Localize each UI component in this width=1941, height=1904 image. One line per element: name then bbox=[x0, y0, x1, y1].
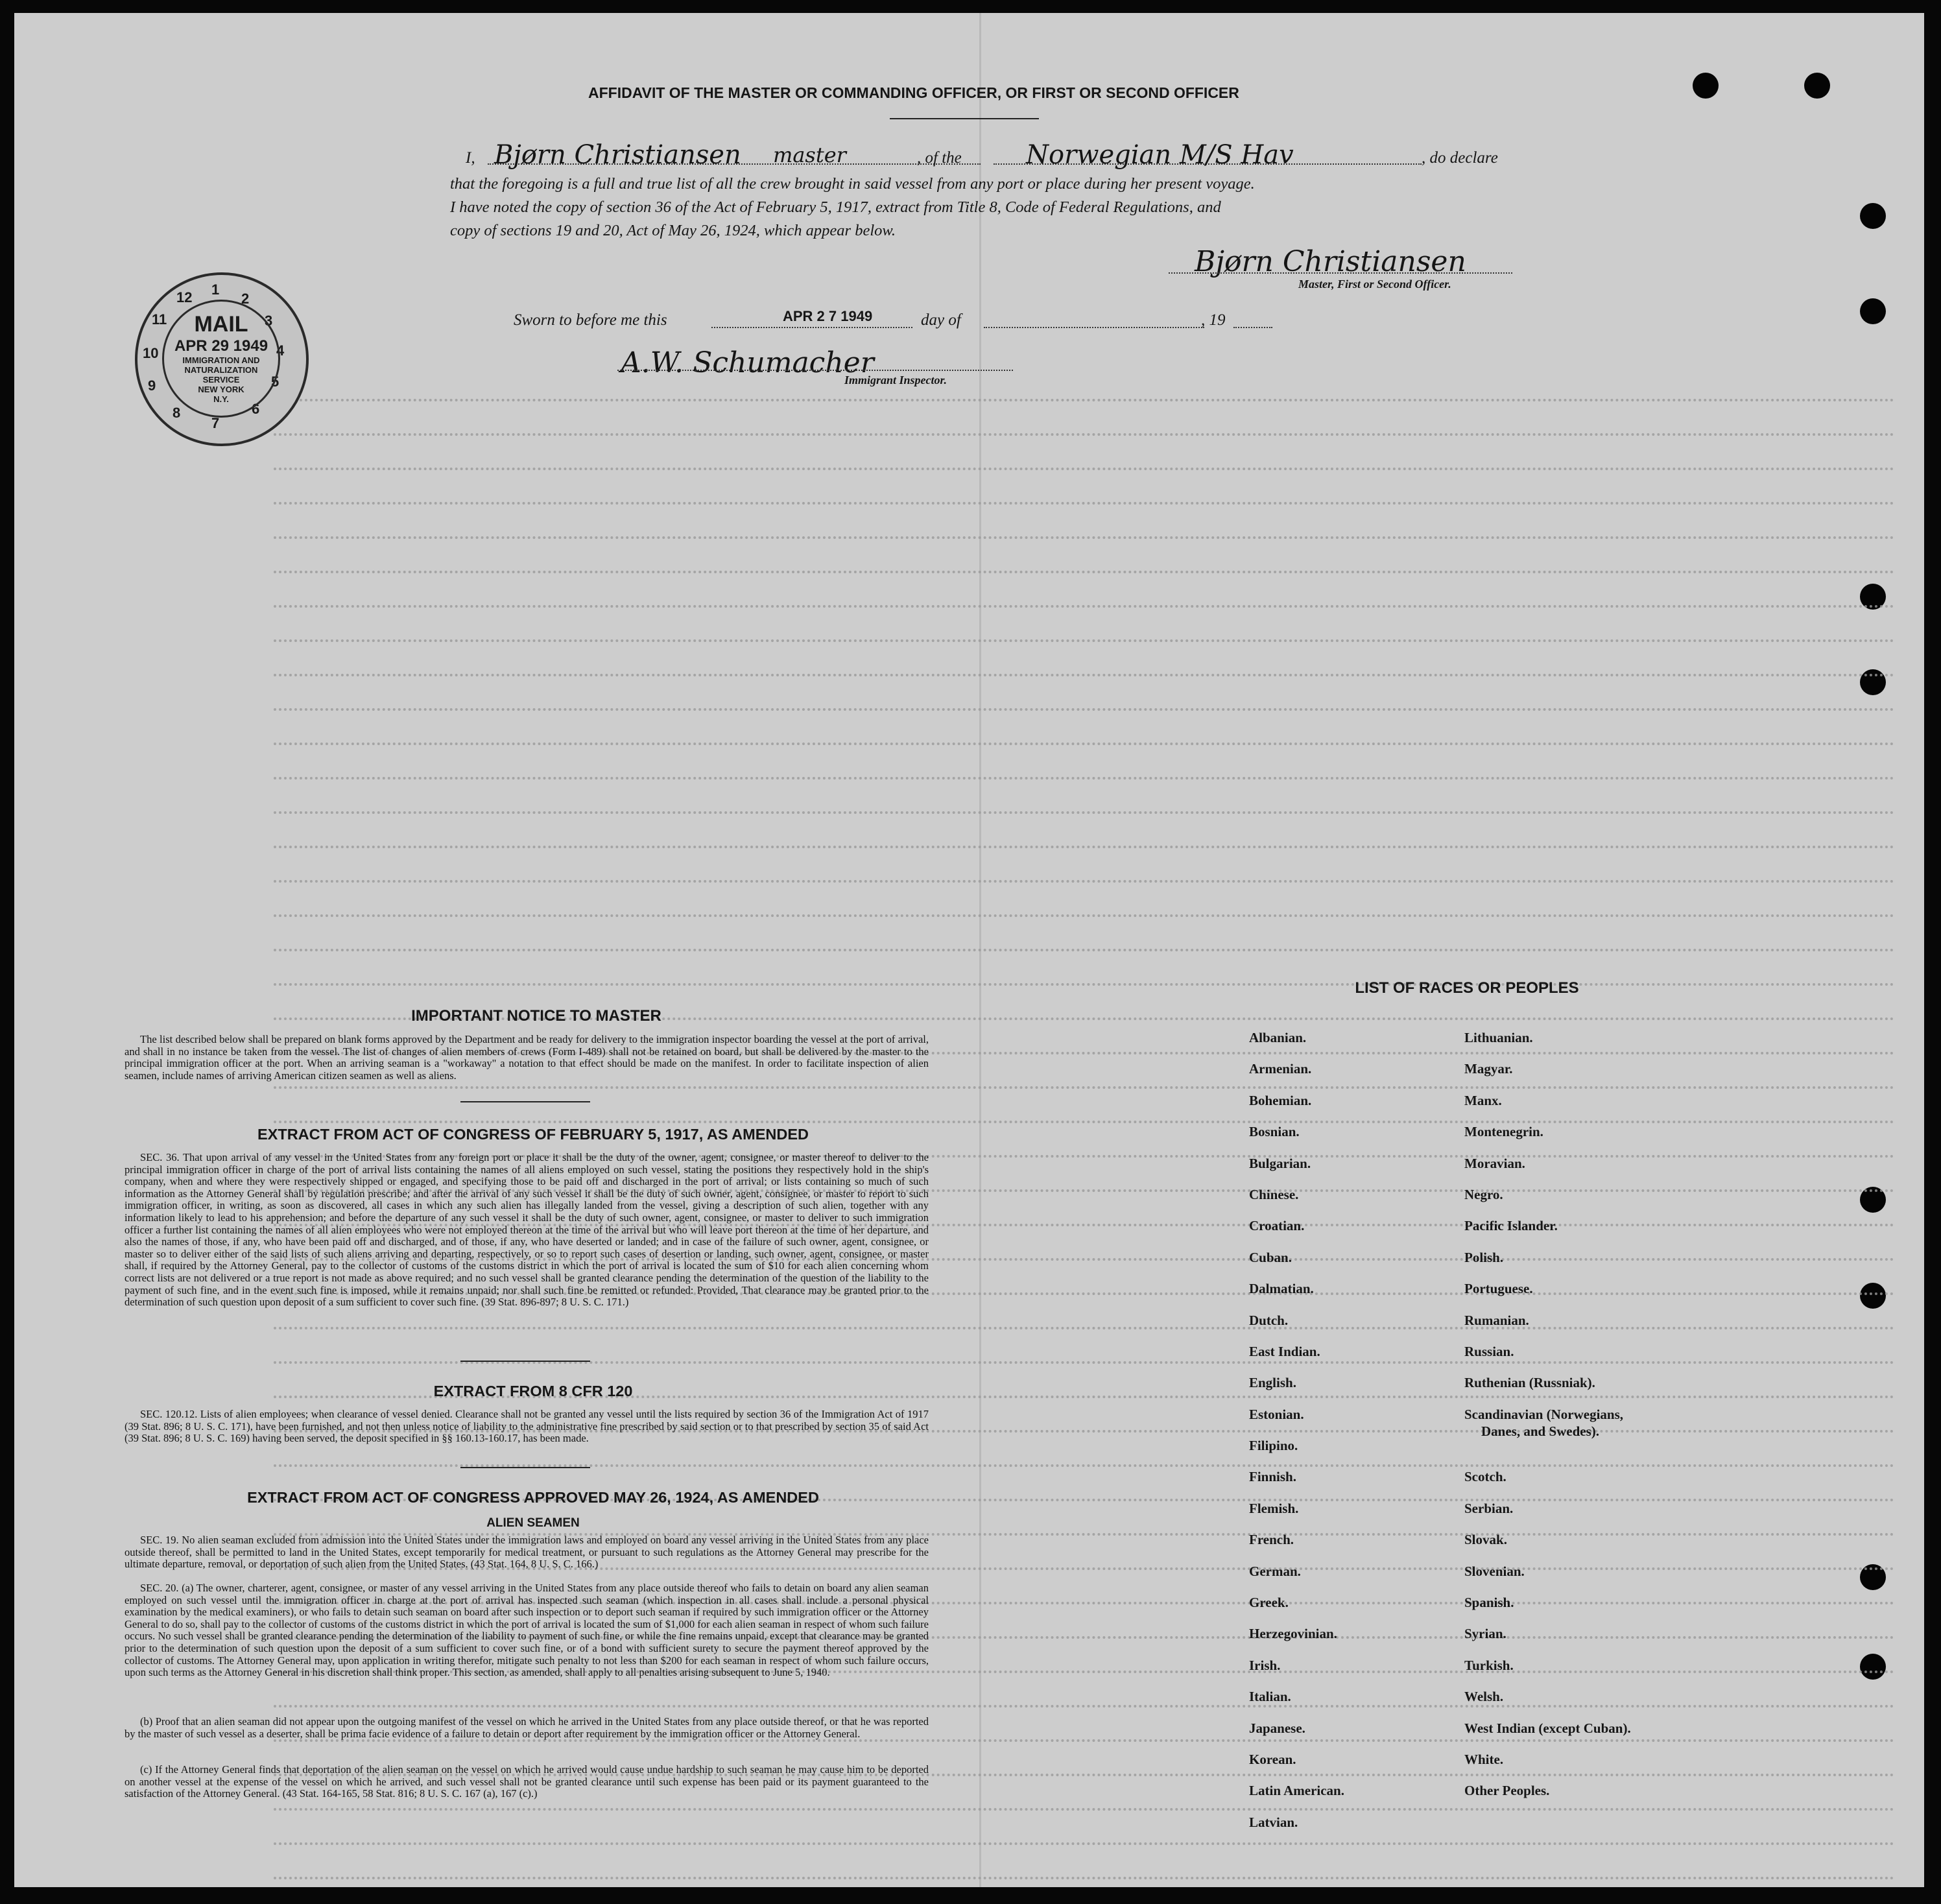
races-title: LIST OF RACES OR PEOPLES bbox=[1355, 979, 1579, 997]
race-item: Irish. bbox=[1249, 1657, 1281, 1673]
section-rule bbox=[460, 1101, 590, 1102]
stamp-mail-word: MAIL bbox=[194, 312, 248, 337]
title-rule bbox=[890, 118, 1039, 119]
vessel-name-handwritten: Norwegian M/S Hav bbox=[1026, 140, 1294, 170]
master-name-handwritten: Bjørn Christiansen bbox=[494, 140, 741, 170]
notice-title: IMPORTANT NOTICE TO MASTER bbox=[411, 1007, 661, 1025]
stamp-number: 10 bbox=[143, 345, 159, 361]
extract-1924-sec20b: (b) Proof that an alien seaman did not appear upon the outgoing manifest of the vessel on which he arrived in the United States from any place outside thereof, or that he was reported by the master of such vessel as a deserter, shall be prima facie evidence of a failure to detain or deport after requirement by the immigration officer or the Attorney General. bbox=[125, 1715, 929, 1740]
race-item: Chinese. bbox=[1249, 1186, 1299, 1202]
race-item: Flemish. bbox=[1249, 1500, 1299, 1516]
stamp-number: 1 bbox=[211, 281, 220, 298]
inspector-caption: Immigrant Inspector. bbox=[844, 374, 947, 387]
extract-1924-sec19: SEC. 19. No alien seaman excluded from admission into the United States under the immigration laws and employed on board any vessel arriving in the United States from any place outside thereof, shall be permitted to land in the United States, except temporarily for medical treatment, or pursuant to such regulations as the Attorney General may prescribe for the ultimate departure, removal, or deportation of such alien from the United States. (43 Stat. 164, 8 U. S. C. 166.) bbox=[125, 1534, 929, 1571]
declaration-of-the: , of the bbox=[917, 149, 962, 167]
extract-1924-sec20a: SEC. 20. (a) The owner, charterer, agent, consignee, or master of any vessel arriving in the United States from any place outside thereof who fails to detain on board any alien seaman employed on such vessel until the immigration officer in charge at the port of arrival has inspected such seaman (which inspection in all cases shall include a personal physical examination by the medical examiners), or who fails to detain such seaman on board after such inspection or to deport such seaman if required by such immigration officer or the Attorney General to do so, shall pay to the collector of customs of the customs district in which the port of arrival is located the sum of $1,000 for each alien seaman in respect of whom such failure occurs. No such vessel shall be granted clearance pending the determination of the liability to payment of such fine, or while the fine remains unpaid, except that clearance may be granted prior to the determination of such question upon the deposit of a sum sufficient to cover such fine, or of a bond with sufficient surety to secure the payment thereof approved by the collector of customs. The Attorney General may, upon application in writing therefor, mitigate such penalty to not less than $200 for each seaman in respect of whom such failure occurs, upon such terms as the Attorney General in his discretion shall think proper. This section, as amended, shall apply to all penalties arising subsequent to June 5, 1940. bbox=[125, 1582, 929, 1679]
extract-1924-subtitle: ALIEN SEAMEN bbox=[486, 1516, 580, 1530]
race-item: Scotch. bbox=[1464, 1469, 1506, 1485]
sworn-year: , 19 bbox=[1201, 311, 1226, 329]
race-item: Magyar. bbox=[1464, 1061, 1513, 1077]
stamp-city: NEW YORK bbox=[198, 385, 244, 394]
master-title-handwritten: master bbox=[773, 143, 846, 167]
sworn-prefix: Sworn to before me this bbox=[514, 311, 667, 329]
race-item: Portuguese. bbox=[1464, 1281, 1533, 1297]
stamp-state: N.Y. bbox=[213, 394, 229, 404]
punch-hole bbox=[1693, 73, 1719, 99]
race-item: Albanian. bbox=[1249, 1030, 1307, 1045]
punch-hole bbox=[1860, 298, 1886, 324]
race-item: English. bbox=[1249, 1375, 1296, 1391]
race-item: Finnish. bbox=[1249, 1469, 1296, 1485]
mail-receipt-stamp bbox=[135, 272, 309, 446]
race-item: Slovak. bbox=[1464, 1532, 1507, 1548]
stamp-number: 11 bbox=[152, 311, 167, 327]
stamp-number: 8 bbox=[173, 405, 181, 421]
race-item: Cuban. bbox=[1249, 1249, 1292, 1265]
notice-text: The list described below shall be prepared on blank forms approved by the Department and be ready for delivery to the immigration inspector boarding the vessel at the port of arrival, and shall in no instance be taken from the vessel. The list of changes of alien members of crews (Form I-489) shall not be retained on board, but shall be delivered by the master to the principal immigration officer at the port. When an arriving seaman is a "workaway" a notation to that effect should be made on the manifest. In order to facilitate inspection of alien seamen, include names of arriving American citizen seamen as well as aliens. bbox=[125, 1033, 929, 1082]
race-item: Manx. bbox=[1464, 1092, 1502, 1108]
race-item: Japanese. bbox=[1249, 1720, 1305, 1736]
race-item: Rumanian. bbox=[1464, 1312, 1529, 1328]
affidavit-title: AFFIDAVIT OF THE MASTER OR COMMANDING OFFICER, OR FIRST OR SECOND OFFICER bbox=[588, 84, 1239, 101]
race-item: Latin American. bbox=[1249, 1783, 1344, 1799]
race-item: Other Peoples. bbox=[1464, 1783, 1550, 1799]
declaration-line-4: copy of sections 19 and 20, Act of May 26, 1924, which appear below. bbox=[450, 222, 896, 239]
race-item: Ruthenian (Russniak). bbox=[1464, 1375, 1595, 1391]
race-item: Syrian. bbox=[1464, 1626, 1506, 1642]
stamp-line-3: SERVICE bbox=[202, 375, 240, 385]
race-item: Korean. bbox=[1249, 1751, 1296, 1767]
race-item: Italian. bbox=[1249, 1689, 1291, 1705]
stamp-date: APR 29 1949 bbox=[174, 337, 268, 355]
race-item: White. bbox=[1464, 1752, 1504, 1767]
race-item: Bulgarian. bbox=[1249, 1155, 1311, 1171]
race-item: Montenegrin. bbox=[1464, 1124, 1543, 1140]
stamp-number: 5 bbox=[271, 374, 280, 390]
stamp-number: 3 bbox=[265, 313, 273, 329]
race-item: West Indian (except Cuban). bbox=[1464, 1720, 1631, 1736]
race-item: Herzegovinian. bbox=[1249, 1626, 1337, 1642]
race-item: Spanish. bbox=[1464, 1595, 1514, 1611]
extract-1924-title: EXTRACT FROM ACT OF CONGRESS APPROVED MAY 26, 1924, AS AMENDED bbox=[247, 1489, 819, 1506]
races-left-column bbox=[1249, 1030, 1344, 1846]
section-rule bbox=[460, 1361, 590, 1362]
stamp-number: 12 bbox=[176, 289, 193, 305]
punch-hole bbox=[1860, 203, 1886, 229]
stamp-number: 6 bbox=[252, 401, 260, 417]
race-item: Lithuanian. bbox=[1464, 1030, 1533, 1045]
section-rule bbox=[460, 1467, 590, 1468]
race-item: Bosnian. bbox=[1249, 1124, 1300, 1140]
extract-1917-text: SEC. 36. That upon arrival of any vessel in the United States from any foreign port or place it shall be the duty of the owner, agent, consignee, or master thereof to deliver to the principal immigration officer in charge of the port of arrival lists containing the names of all aliens employed on such vessel, stating the positions they respectively hold in the ship's company, when and where they were respectively shipped or engaged, and specifying those to be paid off and discharged in the port of arrival; or lists containing so much of such information as the Attorney General shall by regulation prescribe; and after the arrival of any such vessel it shall be the duty of such owner, agent, consignee, or master to report to such immigration officer, in writing, as soon as discovered, all cases in which any such alien has illegally landed from the vessel, giving a description of such alien, together with any information likely to lead to his apprehension; and before the departure of any such vessel it shall be the duty of such owner, agent, consignee, or master to deliver to such immigration officer a further list containing the names of all alien employees who were not employed thereon at the time of the arrival but who will leave port thereon at the time of her departure, and also the names of those, if any, who have been paid off and discharged, and of those, if any, who have deserted or landed; and in case of the failure of such owner, agent, consignee, or master so to deliver either of the said lists of such aliens arriving and departing, respectively, or so to report such cases of desertion or landing, such owner, agent, consignee, or master shall, if required by the Attorney General, pay to the collector of customs of the customs district in which the port of arrival is located the sum of $10 for each alien concerning whom correct lists are not delivered or a true report is not made as above required; and no such vessel shall be granted clearance pending the determination of the question of the liability to the payment of such fine, and in the event such fine is imposed, while it remains unpaid; nor shall such fine be remitted or refunded: Provided, That clearance may be granted prior to the determination of such question upon deposit of a sum sufficient to cover such fine. (39 Stat. 896-897; 8 U. S. C. 171.) bbox=[125, 1151, 929, 1309]
race-item: Croatian. bbox=[1249, 1218, 1305, 1234]
master-signature-line bbox=[1169, 272, 1512, 274]
race-item: Pacific Islander. bbox=[1464, 1218, 1558, 1234]
stamp-line-1: IMMIGRATION AND bbox=[182, 355, 260, 365]
inspector-signature-line bbox=[617, 370, 1013, 371]
stamp-number: 7 bbox=[211, 415, 220, 431]
race-item: Slovenian. bbox=[1464, 1563, 1525, 1579]
race-item: Negro. bbox=[1464, 1186, 1503, 1202]
master-signature: Bjørn Christiansen bbox=[1195, 245, 1466, 278]
extract-cfr-title: EXTRACT FROM 8 CFR 120 bbox=[433, 1383, 633, 1399]
race-item: Polish. bbox=[1464, 1249, 1504, 1265]
sworn-date-line bbox=[711, 327, 912, 328]
stamp-number: 2 bbox=[241, 291, 250, 307]
race-item: French. bbox=[1249, 1532, 1294, 1548]
race-item: Bohemian. bbox=[1249, 1092, 1312, 1108]
document-page bbox=[14, 13, 1924, 1887]
punch-hole bbox=[1804, 73, 1830, 99]
sworn-month-line bbox=[984, 327, 1204, 328]
stamp-line-2: NATURALIZATION bbox=[184, 365, 258, 375]
race-item: Scandinavian (Norwegians, bbox=[1464, 1406, 1624, 1422]
race-item: Moravian. bbox=[1464, 1155, 1525, 1171]
race-item: Welsh. bbox=[1464, 1689, 1504, 1705]
extract-cfr-text: SEC. 120.12. Lists of alien employees; when clearance of vessel denied. Clearance shall not be granted any vessel until the lists required by section 36 of the Immigration Act of 1917 (39 Stat. 896; 8 U. S. C. 171), have been furnished, and not then unless notice of liability to the administrative fine prescribed by said section or to that prescribed by section 35 of said Act (39 Stat. 896; 8 U. S. C. 169) having been served, the deposit specified in §§ 160.13-160.17, has been made. bbox=[125, 1408, 929, 1445]
sworn-date-stamp: APR 2 7 1949 bbox=[783, 308, 873, 324]
race-item: Dutch. bbox=[1249, 1312, 1289, 1328]
declaration-do-declare: , do declare bbox=[1422, 149, 1498, 167]
extract-1924-sec20c: (c) If the Attorney General finds that deportation of the alien seaman on the vessel on which he arrived would cause undue hardship to such seaman he may cause him to be deported on another vessel at the expense of the vessel on which he arrived, and such vessel shall not be granted clearance until such expense has been paid or its payment guaranteed to the satisfaction of the Attorney General. (43 Stat. 164-165, 58 Stat. 816; 8 U. S. C. 167 (a), 167 (c).) bbox=[125, 1763, 929, 1800]
race-item: Greek. bbox=[1249, 1595, 1289, 1611]
race-item: Armenian. bbox=[1249, 1061, 1312, 1077]
race-item: Danes, and Swedes). bbox=[1481, 1423, 1600, 1439]
race-item: Turkish. bbox=[1464, 1657, 1514, 1673]
race-item: East Indian. bbox=[1249, 1343, 1320, 1359]
race-item: Estonian. bbox=[1249, 1406, 1304, 1422]
declaration-line-3: I have noted the copy of section 36 of the Act of February 5, 1917, extract from Title 8, Code of Federal Regulations, and bbox=[450, 198, 1221, 216]
sworn-year-line bbox=[1233, 327, 1272, 328]
race-item: Russian. bbox=[1464, 1343, 1514, 1359]
extract-1917-title: EXTRACT FROM ACT OF CONGRESS OF FEBRUARY 5, 1917, AS AMENDED bbox=[257, 1126, 809, 1143]
stamp-number: 4 bbox=[276, 342, 285, 359]
stamp-center bbox=[162, 300, 280, 418]
stamp-number: 9 bbox=[148, 377, 156, 394]
sworn-day-of: day of bbox=[921, 311, 961, 329]
race-item: Latvian. bbox=[1249, 1814, 1298, 1830]
declaration-i: I, bbox=[466, 149, 475, 167]
race-item: German. bbox=[1249, 1563, 1301, 1579]
races-right-column bbox=[1464, 1030, 1631, 1815]
declaration-line-1 bbox=[466, 149, 475, 167]
race-item: Serbian. bbox=[1464, 1500, 1514, 1516]
declaration-line-2: that the foregoing is a full and true list of all the crew brought in said vessel from any port or place during her present voyage. bbox=[450, 175, 1255, 193]
race-item: Dalmatian. bbox=[1249, 1281, 1314, 1297]
race-item: Filipino. bbox=[1249, 1438, 1298, 1454]
master-caption: Master, First or Second Officer. bbox=[1298, 278, 1451, 291]
inspector-signature: A.W. Schumacher bbox=[621, 346, 874, 379]
